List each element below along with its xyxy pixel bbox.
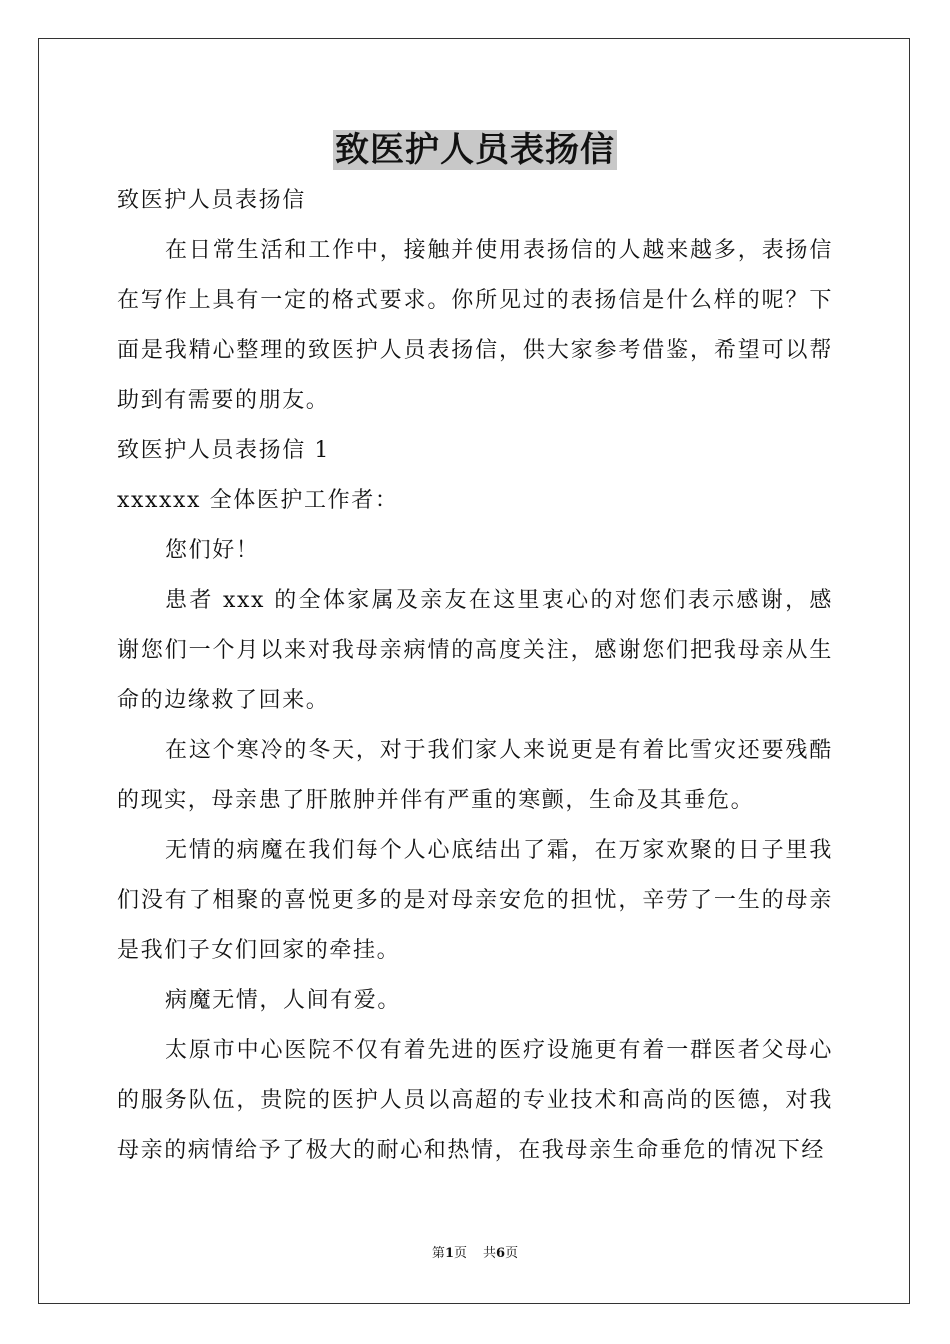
page-number-prefix: 第 (431, 1246, 445, 1261)
paragraph: 在日常生活和工作中，接触并使用表扬信的人越来越多，表扬信在写作上具有一定的格式要求。你所见过的表扬信是什么样的呢？下面是我精心整理的致医护人员表扬信，供大家参考借鉴，希望可以帮助到有需要的朋友。 (117, 238, 833, 413)
page-number-suffix: 页 (453, 1246, 467, 1261)
paragraph: 患者 xxx 的全体家属及亲友在这里衷心的对您们表示感谢，感谢您们一个月以来对我母亲病情的高度关注，感谢您们把我母亲从生命的边缘救了回来。 (117, 588, 833, 713)
document-title (0, 126, 950, 174)
total-pages-prefix: 共 (483, 1246, 497, 1261)
document-body (117, 176, 833, 1176)
page-footer (0, 1245, 950, 1263)
current-page-number: 1 (444, 1246, 454, 1261)
total-pages-suffix: 页 (505, 1246, 519, 1261)
paragraph: 致医护人员表扬信 1 (117, 438, 330, 463)
total-pages-number: 6 (496, 1246, 506, 1261)
document-title-text: 致医护人员表扬信 (335, 130, 615, 170)
paragraph: 病魔无情，人间有爱。 (165, 988, 402, 1013)
paragraph: xxxxxx 全体医护工作者： (117, 488, 399, 513)
paragraph: 在这个寒冷的冬天，对于我们家人来说更是有着比雪灾还要残酷的现实，母亲患了肝脓肿并伴有严重的寒颤，生命及其垂危。 (117, 738, 833, 813)
paragraph: 太原市中心医院不仅有着先进的医疗设施更有着一群医者父母心的服务队伍，贵院的医护人员以高超的专业技术和高尚的医德，对我母亲的病情给予了极大的耐心和热情，在我母亲生命垂危的情况下经 (117, 1038, 833, 1163)
paragraph: 无情的病魔在我们每个人心底结出了霜，在万家欢聚的日子里我们没有了相聚的喜悦更多的是对母亲安危的担忧，辛劳了一生的母亲是我们子女们回家的牵挂。 (117, 838, 833, 963)
paragraph: 致医护人员表扬信 (117, 188, 306, 213)
paragraph: 您们好！ (165, 538, 260, 563)
